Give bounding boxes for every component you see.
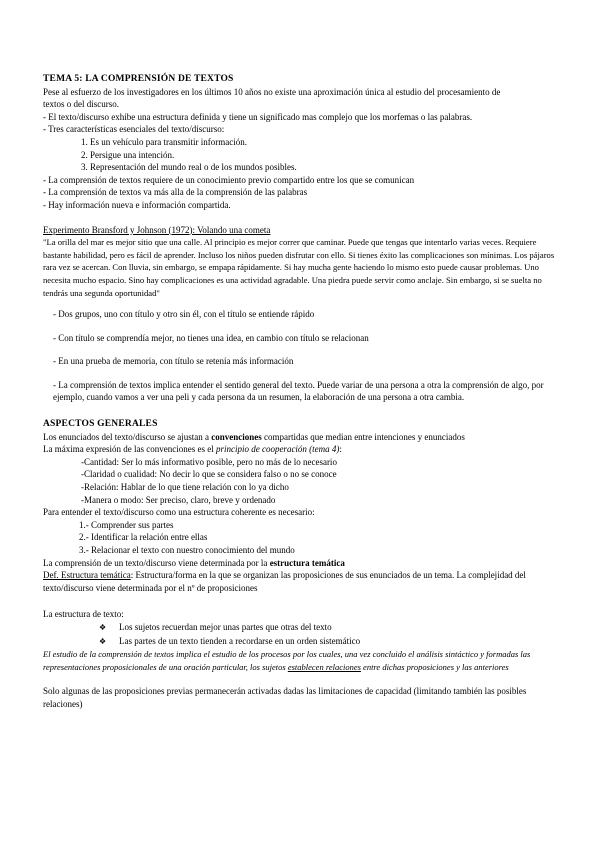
conventions-line: Los enunciados del texto/discurso se ajustan a convenciones compartidas que median entre intenciones y enunciados — [43, 431, 465, 442]
step-item: 2.- Identificar la relación entre ellas — [79, 532, 208, 543]
experiment-result: - En una prueba de memoria, con título se retenía más información — [53, 356, 294, 367]
experiment-conclusion: - La comprensión de textos implica entender el sentido general del texto. Puede variar de una persona a otra la comprensión de algo, por ejemplo, cuando vamos a ver una peli y cada persona da un resumen, la elaboración de una persona a otra cambia. — [53, 379, 544, 403]
step-item: 3.- Relacionar el texto con nuestro conocimiento del mundo — [79, 545, 295, 555]
diamond-item: ❖ Las partes de un texto tienden a recordarse en un orden sistemático — [43, 635, 563, 649]
bullet-item: - La comprensión de textos requiere de un conocimiento previo compartido entre los que se comunican — [43, 174, 415, 185]
coherent-intro: Para entender el texto/discurso como una estructura coherente es necesario: — [43, 507, 315, 518]
intro-line: Pese al esfuerzo de los investigadores en los últimos 10 años no existe una aproximación única al estudio del procesamiento de — [43, 86, 501, 97]
final-paragraph: Solo algunas de las proposiciones previas permanecerán activadas dadas las limitaciones de capacidad (limitando también las posibles relaciones) — [43, 686, 527, 709]
intro-line: textos o del discurso. — [43, 99, 119, 110]
structure-line: La comprensión de un texto/discurso viene determinada por la estructura temática — [43, 557, 345, 568]
cooperation-line: La máxima expresión de las convenciones es el principio de cooperación (tema 4): — [43, 444, 342, 455]
characteristic-item: 1. Es un vehículo para transmitir información. — [81, 136, 247, 147]
doc-title: TEMA 5: LA COMPRENSIÓN DE TEXTOS — [43, 74, 234, 84]
characteristic-item: 3. Representación del mundo real o de los mundos posibles. — [81, 162, 297, 173]
maxim-item: -Cantidad: Ser lo más informativo posible, pero no más de lo necesario — [81, 456, 337, 467]
experiment-result: - Con título se comprendía mejor, no tienes una idea, en cambio con título se relacionan — [53, 332, 369, 343]
diamond-bullet-icon: ❖ — [99, 636, 107, 646]
bullet-item: - Hay información nueva e información compartida. — [43, 199, 231, 210]
maxim-item: -Manera o modo: Ser preciso, claro, breve y ordenado — [81, 494, 276, 505]
bullet-item: - La comprensión de textos va más alla de la comprensión de las palabras — [43, 187, 308, 198]
document-page — [43, 72, 563, 711]
italic-paragraph: El estudio de la comprensión de textos implica el estudio de los procesos por los cuales, una vez concluido el análisis sintáctico y formadas las representaciones proposicionales de una oración particular, los sujetos establecen relaciones entre dichas proposiciones y las anteriores — [43, 649, 531, 672]
step-item: 1.- Comprender sus partes — [79, 519, 174, 530]
definition-paragraph: Def. Estructura temática: Estructura/forma en la que se organizan las proposiciones de sus enunciados de un tema. La complejidad del texto/discurso viene determinada por el nº de proposiciones — [43, 570, 526, 593]
experiment-heading: Experimento Bransford y Johnson (1972): Volando una cometa — [43, 224, 271, 235]
intro-line: - Tres características esenciales del texto/discurso: — [43, 124, 225, 135]
general-heading: ASPECTOS GENERALES — [43, 419, 158, 430]
diamond-bullet-icon: ❖ — [99, 622, 107, 632]
characteristic-item: 2. Persigue una intención. — [81, 149, 175, 160]
text-structure-title: La estructura de texto: — [43, 609, 124, 620]
maxim-item: -Relación: Hablar de lo que tiene relación con lo ya dicho — [81, 482, 289, 493]
maxim-item: -Claridad o cualidad: No decir lo que se considera falso o no se conoce — [81, 469, 337, 480]
intro-line: - El texto/discurso exhibe una estructura definida y tiene un significado mas complejo que los morfemas o las palabras. — [43, 111, 473, 122]
experiment-result: - Dos grupos, uno con título y otro sin él, con el título se entiende rápido — [53, 309, 315, 320]
experiment-quote: "La orilla del mar es mejor sitio que una calle. Al principio es mejor correr que caminar. Puede que tengas que intentarlo varias veces. Requiere bastante habilidad, pero es fácil de aprender. Incluso los niños pueden disfrutar con ello. Si tienes éxito las complicaciones son mínimas. Los pájaros rara vez se acercan. Con lluvia, sin embargo, se empapa rápidamente. Si hay mucha gente haciendo lo mismo esto puede causar problemas. Uno necesita mucho espacio. Sino hay complicaciones es una actividad agradable. Una piedra puede servir como anclaje. Sin embargo, si se suelta no tendrás una segunda oportunidad" — [43, 237, 555, 298]
diamond-item: ❖ Los sujetos recuerdan mejor unas partes que otras del texto — [43, 621, 563, 635]
